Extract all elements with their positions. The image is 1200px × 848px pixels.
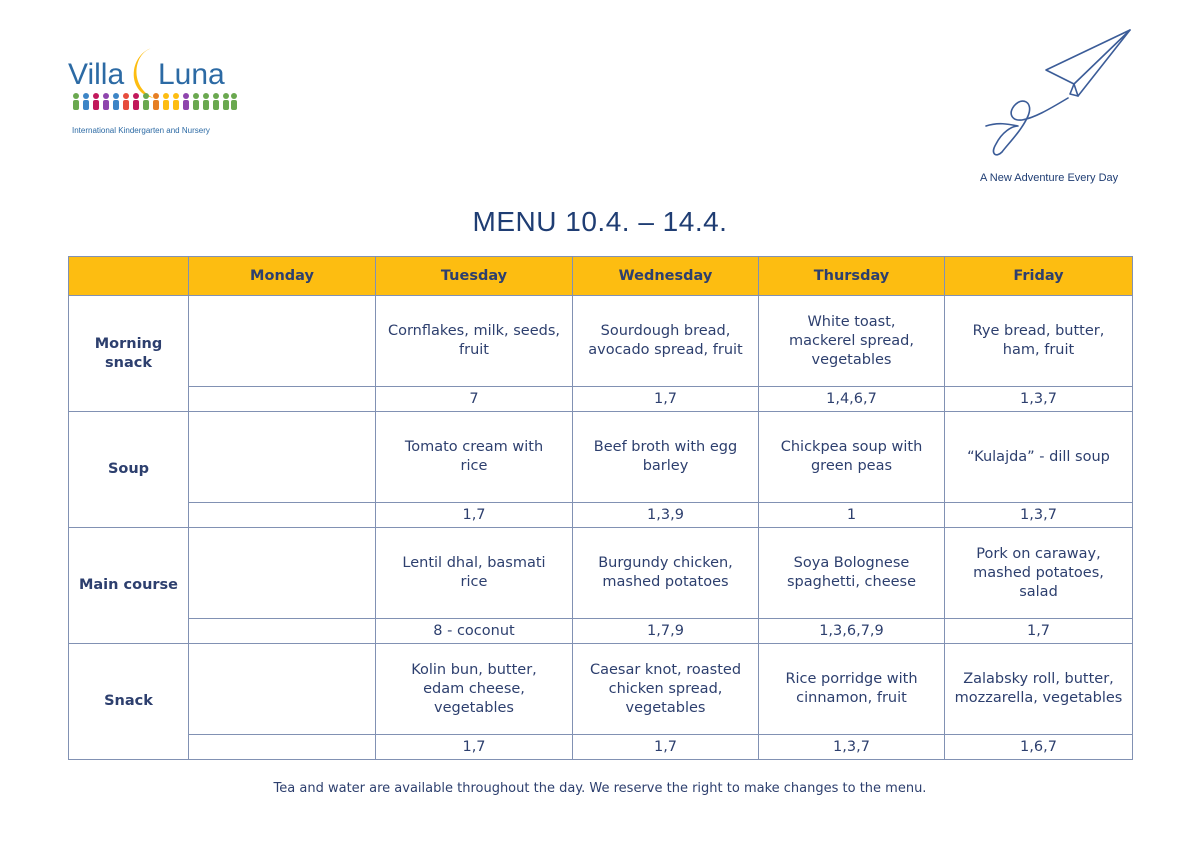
dish-cell	[189, 528, 376, 619]
column-header-thursday: Thursday	[759, 257, 945, 296]
allergen-cell: 1,7	[573, 735, 759, 760]
allergen-cell: 1,7	[945, 619, 1133, 644]
allergen-cell	[189, 503, 376, 528]
table-row	[69, 387, 1133, 412]
allergen-cell	[189, 387, 376, 412]
table-row	[69, 528, 1133, 619]
column-header-monday: Monday	[189, 257, 376, 296]
allergen-cell: 1,7,9	[573, 619, 759, 644]
meal-label-main-course: Main course	[69, 528, 189, 644]
allergen-cell: 1,6,7	[945, 735, 1133, 760]
table-row	[69, 644, 1133, 735]
dish-cell: Rye bread, butter, ham, fruit	[945, 296, 1133, 387]
allergen-cell	[189, 619, 376, 644]
corner-header-cell	[69, 257, 189, 296]
dish-cell: Tomato cream with rice	[376, 412, 573, 503]
table-row	[69, 296, 1133, 387]
allergen-cell: 1,7	[376, 735, 573, 760]
dish-cell: Chickpea soup with green peas	[759, 412, 945, 503]
moon-icon	[134, 48, 154, 98]
dish-cell: Rice porridge with cinnamon, fruit	[759, 644, 945, 735]
logo-text-luna: Luna	[158, 58, 225, 91]
dish-cell: Sourdough bread, avocado spread, fruit	[573, 296, 759, 387]
dish-cell	[189, 412, 376, 503]
villa-luna-logo	[66, 44, 256, 144]
allergen-cell: 7	[376, 387, 573, 412]
dish-cell	[189, 296, 376, 387]
allergen-cell: 1,7	[573, 387, 759, 412]
column-header-tuesday: Tuesday	[376, 257, 573, 296]
dish-cell: White toast, mackerel spread, vegetables	[759, 296, 945, 387]
table-row	[69, 503, 1133, 528]
logo-text-villa: Villa	[68, 58, 125, 91]
column-header-friday: Friday	[945, 257, 1133, 296]
dish-cell: Kolin bun, butter, edam cheese, vegetables	[376, 644, 573, 735]
paper-plane-icon	[978, 26, 1138, 166]
meal-label-morning-snack: Morning snack	[69, 296, 189, 412]
allergen-cell: 1,3,6,7,9	[759, 619, 945, 644]
page-title: MENU 10.4. – 14.4.	[472, 206, 728, 237]
dish-cell: Lentil dhal, basmati rice	[376, 528, 573, 619]
dish-cell: Caesar knot, roasted chicken spread, vegetables	[573, 644, 759, 735]
allergen-cell: 1,7	[376, 503, 573, 528]
allergen-cell: 8 - coconut	[376, 619, 573, 644]
table-row	[69, 619, 1133, 644]
menu-table	[68, 256, 1133, 760]
dish-cell: Zalabsky roll, butter, mozzarella, vegetables	[945, 644, 1133, 735]
dish-cell: Pork on caraway, mashed potatoes, salad	[945, 528, 1133, 619]
dish-cell: “Kulajda” - dill soup	[945, 412, 1133, 503]
children-figures-icon	[73, 93, 237, 110]
meal-label-soup: Soup	[69, 412, 189, 528]
column-header-wednesday: Wednesday	[573, 257, 759, 296]
dish-cell: Cornflakes, milk, seeds, fruit	[376, 296, 573, 387]
allergen-cell: 1,3,7	[759, 735, 945, 760]
allergen-cell: 1,3,7	[945, 387, 1133, 412]
dish-cell: Burgundy chicken, mashed potatoes	[573, 528, 759, 619]
allergen-cell: 1,4,6,7	[759, 387, 945, 412]
tagline: A New Adventure Every Day	[980, 172, 1119, 184]
allergen-cell	[189, 735, 376, 760]
allergen-cell: 1,3,7	[945, 503, 1133, 528]
table-row	[69, 412, 1133, 503]
dish-cell	[189, 644, 376, 735]
allergen-cell: 1	[759, 503, 945, 528]
table-row	[69, 735, 1133, 760]
allergen-cell: 1,3,9	[573, 503, 759, 528]
dish-cell: Beef broth with egg barley	[573, 412, 759, 503]
table-header-row	[69, 257, 1133, 296]
meal-label-snack: Snack	[69, 644, 189, 760]
logo-subtitle: International Kindergarten and Nursery	[72, 126, 210, 135]
footer-note: Tea and water are available throughout the day. We reserve the right to make changes to the menu.	[273, 781, 927, 796]
dish-cell: Soya Bolognese spaghetti, cheese	[759, 528, 945, 619]
